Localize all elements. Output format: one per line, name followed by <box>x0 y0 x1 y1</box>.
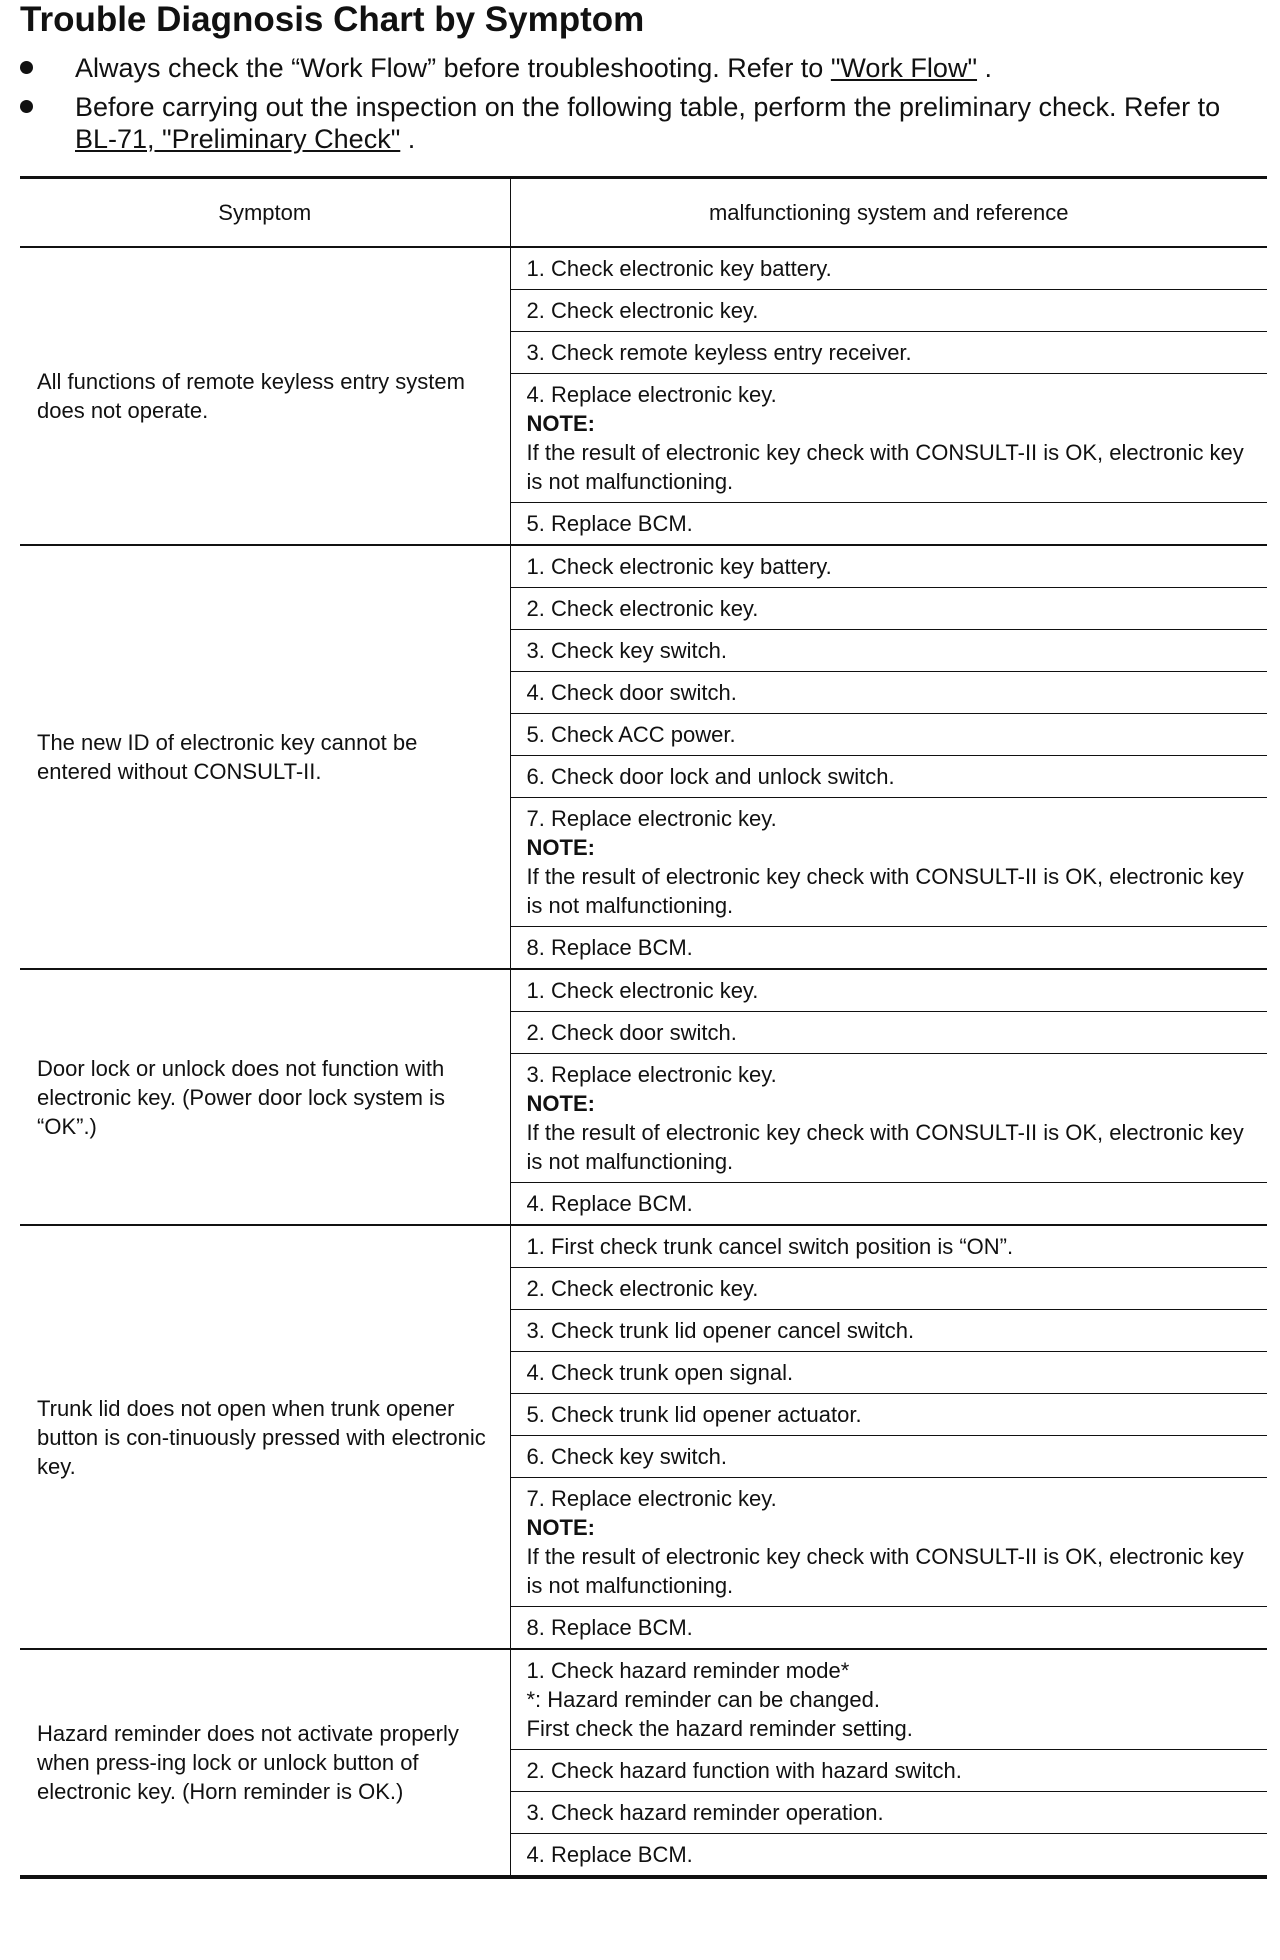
check-step-text: 6. Check door lock and unlock switch. <box>526 764 895 789</box>
check-step-cell <box>510 1478 1267 1607</box>
check-step-text: 5. Replace BCM. <box>526 511 693 536</box>
check-step-text: 6. Check key switch. <box>526 1444 728 1469</box>
check-step-cell <box>510 1012 1267 1054</box>
table-header-row <box>20 178 1267 248</box>
check-step-cell <box>510 1394 1267 1436</box>
instruction-text: Before carrying out the inspection on the following table, perform the preliminary check. Refer to <box>75 92 1221 122</box>
check-step-text: 2. Check electronic key. <box>526 298 759 323</box>
note-text: If the result of electronic key check with CONSULT-II is OK, electronic key is not malfunctioning. <box>526 864 1244 918</box>
instruction-item <box>20 91 1260 155</box>
check-step-cell <box>510 545 1267 588</box>
check-step-text: 3. Check remote keyless entry receiver. <box>526 340 912 365</box>
note-label: NOTE: <box>526 835 595 860</box>
check-step-cell <box>510 714 1267 756</box>
table-body <box>20 247 1267 1877</box>
note-text: If the result of electronic key check with CONSULT-II is OK, electronic key is not malfunctioning. <box>526 440 1244 494</box>
note-label: NOTE: <box>526 411 595 436</box>
diagnosis-table <box>20 176 1267 1879</box>
symptom-cell: Hazard reminder does not activate properly when press-ing lock or unlock button of electronic key. (Horn reminder is OK.) <box>20 1649 510 1877</box>
instruction-text: Always check the “Work Flow” before troubleshooting. Refer to <box>75 53 831 83</box>
step-detail-text: First check the hazard reminder setting. <box>526 1716 913 1741</box>
symptom-cell: Door lock or unlock does not function with electronic key. (Power door lock system is “OK”.) <box>20 969 510 1225</box>
check-step-text: 1. Check electronic key. <box>526 978 759 1003</box>
check-step-text: 5. Check trunk lid opener actuator. <box>526 1402 862 1427</box>
symptom-cell: The new ID of electronic key cannot be entered without CONSULT-II. <box>20 545 510 969</box>
check-step-text: 4. Replace electronic key. <box>526 382 777 407</box>
note-text: If the result of electronic key check with CONSULT-II is OK, electronic key is not malfunctioning. <box>526 1544 1244 1598</box>
symptom-header: Symptom <box>20 178 510 248</box>
instruction-text-end: . <box>400 124 416 154</box>
check-step-cell <box>510 332 1267 374</box>
instruction-text-end: . <box>977 53 993 83</box>
check-step-cell <box>510 588 1267 630</box>
check-step-text: 8. Replace BCM. <box>526 935 693 960</box>
check-step-cell <box>510 374 1267 503</box>
check-step-cell <box>510 672 1267 714</box>
note-text: If the result of electronic key check with CONSULT-II is OK, electronic key is not malfunctioning. <box>526 1120 1244 1174</box>
preliminary-check-link[interactable]: BL-71, "Preliminary Check" <box>75 124 401 154</box>
check-step-text: 2. Check hazard function with hazard switch. <box>526 1758 962 1783</box>
check-step-cell <box>510 630 1267 672</box>
table-row <box>20 545 1267 588</box>
check-step-cell <box>510 1183 1267 1226</box>
check-step-text: 2. Check electronic key. <box>526 596 759 621</box>
check-step-cell <box>510 969 1267 1012</box>
check-step-text: 3. Replace electronic key. <box>526 1062 777 1087</box>
check-step-cell <box>510 1750 1267 1792</box>
work-flow-link[interactable]: "Work Flow" <box>830 53 978 83</box>
check-step-text: 8. Replace BCM. <box>526 1615 693 1640</box>
check-step-text: 4. Replace BCM. <box>526 1191 693 1216</box>
check-step-text: 4. Check door switch. <box>526 680 737 705</box>
check-step-cell <box>510 1268 1267 1310</box>
check-step-cell <box>510 247 1267 290</box>
check-step-cell <box>510 1649 1267 1750</box>
check-step-text: 1. First check trunk cancel switch position is “ON”. <box>526 1234 1014 1259</box>
table-row <box>20 247 1267 290</box>
table-row <box>20 1225 1267 1268</box>
note-label: NOTE: <box>526 1091 595 1116</box>
step-detail-text: *: Hazard reminder can be changed. <box>526 1687 880 1712</box>
check-step-text: 3. Check key switch. <box>526 638 728 663</box>
check-step-text: 1. Check electronic key battery. <box>526 256 832 281</box>
check-step-cell <box>510 756 1267 798</box>
check-step-cell <box>510 1792 1267 1834</box>
bullet-dot-icon <box>20 61 33 74</box>
note-label: NOTE: <box>526 1515 595 1540</box>
check-step-text: 2. Check electronic key. <box>526 1276 759 1301</box>
check-step-text: 1. Check hazard reminder mode* <box>526 1658 850 1683</box>
bullet-dot-icon <box>20 100 33 113</box>
check-step-cell <box>510 1436 1267 1478</box>
check-step-text: 3. Check hazard reminder operation. <box>526 1800 884 1825</box>
check-step-cell <box>510 1352 1267 1394</box>
table-row <box>20 1649 1267 1750</box>
check-step-text: 4. Check trunk open signal. <box>526 1360 794 1385</box>
check-step-text: 2. Check door switch. <box>526 1020 737 1045</box>
check-step-cell <box>510 798 1267 927</box>
symptom-cell: All functions of remote keyless entry system does not operate. <box>20 247 510 545</box>
instruction-list <box>20 52 1260 162</box>
check-step-cell <box>510 1607 1267 1650</box>
check-step-text: 3. Check trunk lid opener cancel switch. <box>526 1318 915 1343</box>
check-step-text: 7. Replace electronic key. <box>526 806 777 831</box>
check-step-text: 5. Check ACC power. <box>526 722 736 747</box>
check-step-cell <box>510 927 1267 970</box>
page-title: Trouble Diagnosis Chart by Symptom <box>20 0 645 39</box>
instruction-item <box>20 52 1260 84</box>
check-step-text: 1. Check electronic key battery. <box>526 554 832 579</box>
check-step-cell <box>510 290 1267 332</box>
check-step-text: 7. Replace electronic key. <box>526 1486 777 1511</box>
check-step-cell <box>510 1834 1267 1878</box>
check-step-cell <box>510 503 1267 546</box>
symptom-cell: Trunk lid does not open when trunk opener button is con-tinuously pressed with electronic key. <box>20 1225 510 1649</box>
check-step-cell <box>510 1054 1267 1183</box>
check-step-cell <box>510 1310 1267 1352</box>
check-step-text: 4. Replace BCM. <box>526 1842 693 1867</box>
table-row <box>20 969 1267 1012</box>
check-step-cell <box>510 1225 1267 1268</box>
reference-header: malfunctioning system and reference <box>510 178 1267 248</box>
